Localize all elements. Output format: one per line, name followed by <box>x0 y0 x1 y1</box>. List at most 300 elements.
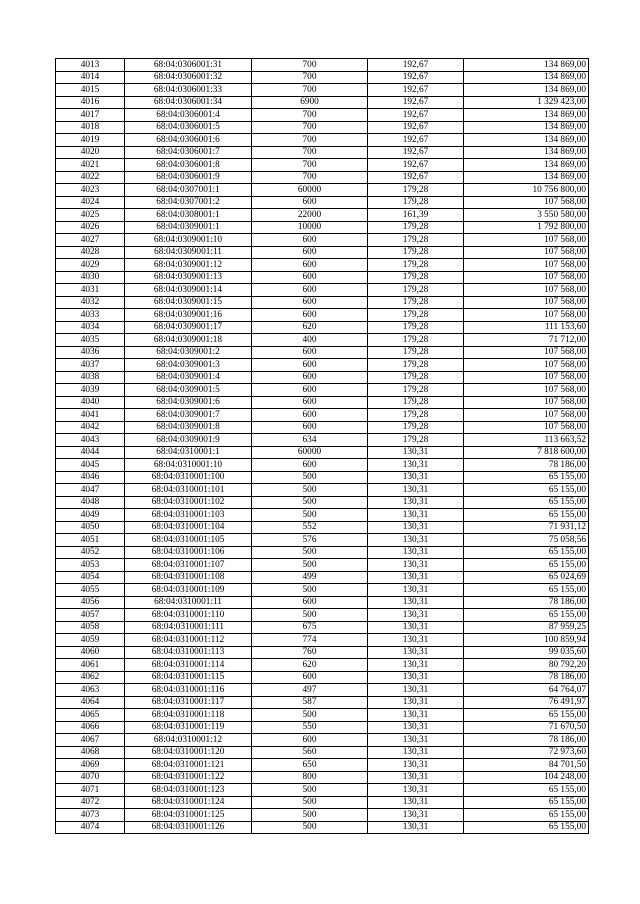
table-row <box>56 521 589 534</box>
row-number-cell: 4068 <box>56 746 125 759</box>
row-number-cell: 4069 <box>56 759 125 772</box>
row-number-cell: 4048 <box>56 496 125 509</box>
table-row <box>56 559 589 572</box>
cadastral-number-cell: 68:04:0310001:114 <box>125 659 252 672</box>
cadastral-value-cell: 107 568,00 <box>464 384 589 397</box>
area-value-cell: 600 <box>252 384 368 397</box>
table-row <box>56 609 589 622</box>
rate-value-cell: 130,31 <box>368 771 464 784</box>
rate-value-cell: 130,31 <box>368 559 464 572</box>
row-number-cell: 4028 <box>56 246 125 259</box>
row-number-cell: 4025 <box>56 209 125 222</box>
rate-value-cell: 192,67 <box>368 134 464 147</box>
rate-value-cell: 130,31 <box>368 484 464 497</box>
cadastral-value-cell: 71 670,50 <box>464 721 589 734</box>
area-value-cell: 497 <box>252 684 368 697</box>
rate-value-cell: 130,31 <box>368 684 464 697</box>
rate-value-cell: 179,28 <box>368 234 464 247</box>
cadastral-value-cell: 78 186,00 <box>464 459 589 472</box>
row-number-cell: 4054 <box>56 571 125 584</box>
area-value-cell: 600 <box>252 234 368 247</box>
cadastral-number-cell: 68:04:0306001:34 <box>125 96 252 109</box>
table-row <box>56 421 589 434</box>
row-number-cell: 4027 <box>56 234 125 247</box>
area-value-cell: 600 <box>252 259 368 272</box>
cadastral-number-cell: 68:04:0310001:121 <box>125 759 252 772</box>
row-number-cell: 4059 <box>56 634 125 647</box>
rate-value-cell: 130,31 <box>368 584 464 597</box>
rate-value-cell: 130,31 <box>368 496 464 509</box>
row-number-cell: 4046 <box>56 471 125 484</box>
cadastral-number-cell: 68:04:0310001:104 <box>125 521 252 534</box>
cadastral-value-cell: 134 869,00 <box>464 171 589 184</box>
cadastral-number-cell: 68:04:0308001:1 <box>125 209 252 222</box>
cadastral-number-cell: 68:04:0309001:18 <box>125 334 252 347</box>
rate-value-cell: 179,28 <box>368 296 464 309</box>
table-row <box>56 509 589 522</box>
cadastral-number-cell: 68:04:0306001:6 <box>125 134 252 147</box>
cadastral-number-cell: 68:04:0307001:1 <box>125 184 252 197</box>
area-value-cell: 620 <box>252 321 368 334</box>
table-body <box>56 59 589 834</box>
table-row <box>56 59 589 72</box>
row-number-cell: 4040 <box>56 396 125 409</box>
cadastral-value-cell: 104 248,00 <box>464 771 589 784</box>
table-row <box>56 646 589 659</box>
area-value-cell: 620 <box>252 659 368 672</box>
row-number-cell: 4062 <box>56 671 125 684</box>
cadastral-number-cell: 68:04:0309001:4 <box>125 371 252 384</box>
cadastral-number-cell: 68:04:0310001:123 <box>125 784 252 797</box>
table-row <box>56 209 589 222</box>
rate-value-cell: 130,31 <box>368 671 464 684</box>
cadastral-value-cell: 78 186,00 <box>464 734 589 747</box>
cadastral-value-cell: 78 186,00 <box>464 596 589 609</box>
cadastral-number-cell: 68:04:0309001:16 <box>125 309 252 322</box>
cadastral-value-cell: 107 568,00 <box>464 371 589 384</box>
row-number-cell: 4047 <box>56 484 125 497</box>
table-row <box>56 709 589 722</box>
area-value-cell: 634 <box>252 434 368 447</box>
area-value-cell: 700 <box>252 171 368 184</box>
rate-value-cell: 179,28 <box>368 434 464 447</box>
table-row <box>56 746 589 759</box>
row-number-cell: 4065 <box>56 709 125 722</box>
table-row <box>56 471 589 484</box>
cadastral-value-cell: 65 155,00 <box>464 709 589 722</box>
table-row <box>56 696 589 709</box>
cadastral-value-cell: 113 663,52 <box>464 434 589 447</box>
cadastral-value-cell: 64 764,07 <box>464 684 589 697</box>
row-number-cell: 4034 <box>56 321 125 334</box>
rate-value-cell: 130,31 <box>368 634 464 647</box>
area-value-cell: 500 <box>252 821 368 834</box>
rate-value-cell: 130,31 <box>368 546 464 559</box>
table-row <box>56 484 589 497</box>
cadastral-number-cell: 68:04:0309001:3 <box>125 359 252 372</box>
row-number-cell: 4014 <box>56 71 125 84</box>
area-value-cell: 500 <box>252 559 368 572</box>
rate-value-cell: 192,67 <box>368 71 464 84</box>
area-value-cell: 600 <box>252 596 368 609</box>
cadastral-number-cell: 68:04:0310001:102 <box>125 496 252 509</box>
cadastral-value-cell: 134 869,00 <box>464 84 589 97</box>
row-number-cell: 4037 <box>56 359 125 372</box>
cadastral-value-cell: 65 024,69 <box>464 571 589 584</box>
area-value-cell: 500 <box>252 484 368 497</box>
cadastral-number-cell: 68:04:0310001:100 <box>125 471 252 484</box>
cadastral-number-cell: 68:04:0309001:7 <box>125 409 252 422</box>
table-row <box>56 271 589 284</box>
row-number-cell: 4051 <box>56 534 125 547</box>
area-value-cell: 675 <box>252 621 368 634</box>
area-value-cell: 576 <box>252 534 368 547</box>
area-value-cell: 560 <box>252 746 368 759</box>
cadastral-number-cell: 68:04:0310001:111 <box>125 621 252 634</box>
area-value-cell: 700 <box>252 84 368 97</box>
area-value-cell: 500 <box>252 609 368 622</box>
rate-value-cell: 130,31 <box>368 709 464 722</box>
row-number-cell: 4038 <box>56 371 125 384</box>
area-value-cell: 500 <box>252 809 368 822</box>
cadastral-value-cell: 134 869,00 <box>464 59 589 72</box>
area-value-cell: 400 <box>252 334 368 347</box>
cadastral-value-cell: 107 568,00 <box>464 396 589 409</box>
rate-value-cell: 130,31 <box>368 471 464 484</box>
rate-value-cell: 130,31 <box>368 459 464 472</box>
cadastral-number-cell: 68:04:0310001:109 <box>125 584 252 597</box>
rate-value-cell: 192,67 <box>368 159 464 172</box>
cadastral-number-cell: 68:04:0310001:113 <box>125 646 252 659</box>
area-value-cell: 700 <box>252 71 368 84</box>
cadastral-number-cell: 68:04:0306001:31 <box>125 59 252 72</box>
table-row <box>56 784 589 797</box>
rate-value-cell: 130,31 <box>368 596 464 609</box>
table-row <box>56 546 589 559</box>
cadastral-value-cell: 107 568,00 <box>464 409 589 422</box>
area-value-cell: 587 <box>252 696 368 709</box>
row-number-cell: 4023 <box>56 184 125 197</box>
table-row <box>56 684 589 697</box>
rate-value-cell: 130,31 <box>368 746 464 759</box>
area-value-cell: 600 <box>252 459 368 472</box>
table-row <box>56 434 589 447</box>
table-row <box>56 184 589 197</box>
area-value-cell: 700 <box>252 109 368 122</box>
rate-value-cell: 130,31 <box>368 696 464 709</box>
cadastral-number-cell: 68:04:0310001:120 <box>125 746 252 759</box>
row-number-cell: 4063 <box>56 684 125 697</box>
cadastral-value-cell: 107 568,00 <box>464 246 589 259</box>
area-value-cell: 774 <box>252 634 368 647</box>
table-row <box>56 359 589 372</box>
area-value-cell: 600 <box>252 246 368 259</box>
table-row <box>56 571 589 584</box>
area-value-cell: 500 <box>252 709 368 722</box>
cadastral-value-cell: 134 869,00 <box>464 121 589 134</box>
cadastral-number-cell: 68:04:0310001:115 <box>125 671 252 684</box>
row-number-cell: 4026 <box>56 221 125 234</box>
cadastral-value-cell: 107 568,00 <box>464 359 589 372</box>
row-number-cell: 4056 <box>56 596 125 609</box>
cadastral-value-cell: 107 568,00 <box>464 284 589 297</box>
cadastral-number-cell: 68:04:0310001:122 <box>125 771 252 784</box>
rate-value-cell: 179,28 <box>368 221 464 234</box>
rate-value-cell: 179,28 <box>368 259 464 272</box>
area-value-cell: 500 <box>252 546 368 559</box>
row-number-cell: 4018 <box>56 121 125 134</box>
table-row <box>56 121 589 134</box>
cadastral-value-cell: 65 155,00 <box>464 484 589 497</box>
table-row <box>56 371 589 384</box>
table-row <box>56 134 589 147</box>
table-row <box>56 159 589 172</box>
cadastral-value-cell: 65 155,00 <box>464 784 589 797</box>
cadastral-number-cell: 68:04:0310001:101 <box>125 484 252 497</box>
rate-value-cell: 161,39 <box>368 209 464 222</box>
row-number-cell: 4015 <box>56 84 125 97</box>
area-value-cell: 22000 <box>252 209 368 222</box>
cadastral-value-cell: 107 568,00 <box>464 346 589 359</box>
rate-value-cell: 130,31 <box>368 796 464 809</box>
table-row <box>56 621 589 634</box>
cadastral-value-cell: 84 701,50 <box>464 759 589 772</box>
row-number-cell: 4066 <box>56 721 125 734</box>
rate-value-cell: 179,28 <box>368 321 464 334</box>
cadastral-value-cell: 134 869,00 <box>464 146 589 159</box>
cadastral-value-cell: 1 792 800,00 <box>464 221 589 234</box>
cadastral-value-cell: 134 869,00 <box>464 134 589 147</box>
rate-value-cell: 179,28 <box>368 184 464 197</box>
cadastral-value-cell: 65 155,00 <box>464 471 589 484</box>
row-number-cell: 4043 <box>56 434 125 447</box>
table-row <box>56 309 589 322</box>
rate-value-cell: 130,31 <box>368 509 464 522</box>
cadastral-value-cell: 100 859,94 <box>464 634 589 647</box>
table-row <box>56 284 589 297</box>
row-number-cell: 4060 <box>56 646 125 659</box>
area-value-cell: 760 <box>252 646 368 659</box>
cadastral-value-cell: 107 568,00 <box>464 271 589 284</box>
cadastral-value-cell: 75 058,56 <box>464 534 589 547</box>
cadastral-value-cell: 10 756 800,00 <box>464 184 589 197</box>
cadastral-number-cell: 68:04:0309001:5 <box>125 384 252 397</box>
rate-value-cell: 130,31 <box>368 646 464 659</box>
area-value-cell: 60000 <box>252 184 368 197</box>
cadastral-value-cell: 107 568,00 <box>464 296 589 309</box>
cadastral-number-cell: 68:04:0310001:103 <box>125 509 252 522</box>
cadastral-value-cell: 87 959,25 <box>464 621 589 634</box>
cadastral-value-cell: 71 931,12 <box>464 521 589 534</box>
row-number-cell: 4053 <box>56 559 125 572</box>
table-row <box>56 721 589 734</box>
table-row <box>56 296 589 309</box>
row-number-cell: 4071 <box>56 784 125 797</box>
rate-value-cell: 192,67 <box>368 171 464 184</box>
row-number-cell: 4032 <box>56 296 125 309</box>
area-value-cell: 552 <box>252 521 368 534</box>
row-number-cell: 4044 <box>56 446 125 459</box>
area-value-cell: 600 <box>252 271 368 284</box>
row-number-cell: 4019 <box>56 134 125 147</box>
table-row <box>56 771 589 784</box>
cadastral-value-cell: 7 818 600,00 <box>464 446 589 459</box>
area-value-cell: 600 <box>252 346 368 359</box>
row-number-cell: 4052 <box>56 546 125 559</box>
cadastral-number-cell: 68:04:0310001:10 <box>125 459 252 472</box>
cadastral-value-table <box>55 58 589 834</box>
cadastral-number-cell: 68:04:0309001:8 <box>125 421 252 434</box>
row-number-cell: 4021 <box>56 159 125 172</box>
table-row <box>56 796 589 809</box>
cadastral-number-cell: 68:04:0310001:112 <box>125 634 252 647</box>
row-number-cell: 4036 <box>56 346 125 359</box>
area-value-cell: 700 <box>252 134 368 147</box>
row-number-cell: 4061 <box>56 659 125 672</box>
cadastral-number-cell: 68:04:0310001:11 <box>125 596 252 609</box>
cadastral-number-cell: 68:04:0306001:9 <box>125 171 252 184</box>
cadastral-number-cell: 68:04:0310001:107 <box>125 559 252 572</box>
cadastral-number-cell: 68:04:0306001:7 <box>125 146 252 159</box>
rate-value-cell: 130,31 <box>368 521 464 534</box>
area-value-cell: 500 <box>252 509 368 522</box>
cadastral-value-cell: 107 568,00 <box>464 234 589 247</box>
rate-value-cell: 179,28 <box>368 359 464 372</box>
row-number-cell: 4045 <box>56 459 125 472</box>
table-row <box>56 409 589 422</box>
rate-value-cell: 130,31 <box>368 809 464 822</box>
cadastral-number-cell: 68:04:0309001:13 <box>125 271 252 284</box>
row-number-cell: 4074 <box>56 821 125 834</box>
rate-value-cell: 192,67 <box>368 84 464 97</box>
table-row <box>56 96 589 109</box>
cadastral-number-cell: 68:04:0310001:126 <box>125 821 252 834</box>
cadastral-number-cell: 68:04:0310001:1 <box>125 446 252 459</box>
area-value-cell: 600 <box>252 409 368 422</box>
rate-value-cell: 179,28 <box>368 384 464 397</box>
rate-value-cell: 179,28 <box>368 346 464 359</box>
area-value-cell: 600 <box>252 359 368 372</box>
table-row <box>56 259 589 272</box>
cadastral-number-cell: 68:04:0309001:15 <box>125 296 252 309</box>
rate-value-cell: 130,31 <box>368 534 464 547</box>
area-value-cell: 500 <box>252 471 368 484</box>
table-row <box>56 234 589 247</box>
rate-value-cell: 179,28 <box>368 421 464 434</box>
table-row <box>56 221 589 234</box>
cadastral-value-cell: 1 329 423,00 <box>464 96 589 109</box>
row-number-cell: 4042 <box>56 421 125 434</box>
cadastral-number-cell: 68:04:0306001:32 <box>125 71 252 84</box>
row-number-cell: 4013 <box>56 59 125 72</box>
rate-value-cell: 179,28 <box>368 284 464 297</box>
cadastral-value-cell: 65 155,00 <box>464 546 589 559</box>
cadastral-value-cell: 107 568,00 <box>464 196 589 209</box>
row-number-cell: 4016 <box>56 96 125 109</box>
cadastral-number-cell: 68:04:0310001:118 <box>125 709 252 722</box>
table-row <box>56 496 589 509</box>
cadastral-number-cell: 68:04:0310001:124 <box>125 796 252 809</box>
rate-value-cell: 179,28 <box>368 271 464 284</box>
cadastral-value-cell: 80 792,20 <box>464 659 589 672</box>
area-value-cell: 800 <box>252 771 368 784</box>
rate-value-cell: 130,31 <box>368 659 464 672</box>
table-row <box>56 84 589 97</box>
cadastral-value-cell: 65 155,00 <box>464 609 589 622</box>
cadastral-value-cell: 78 186,00 <box>464 671 589 684</box>
rate-value-cell: 130,31 <box>368 721 464 734</box>
area-value-cell: 600 <box>252 396 368 409</box>
table-row <box>56 759 589 772</box>
row-number-cell: 4033 <box>56 309 125 322</box>
cadastral-value-cell: 65 155,00 <box>464 496 589 509</box>
row-number-cell: 4064 <box>56 696 125 709</box>
cadastral-value-cell: 107 568,00 <box>464 421 589 434</box>
rate-value-cell: 179,28 <box>368 409 464 422</box>
row-number-cell: 4029 <box>56 259 125 272</box>
table-row <box>56 109 589 122</box>
table-row <box>56 659 589 672</box>
cadastral-value-cell: 99 035,60 <box>464 646 589 659</box>
row-number-cell: 4024 <box>56 196 125 209</box>
table-row <box>56 671 589 684</box>
cadastral-number-cell: 68:04:0309001:1 <box>125 221 252 234</box>
cadastral-number-cell: 68:04:0309001:12 <box>125 259 252 272</box>
row-number-cell: 4072 <box>56 796 125 809</box>
table-row <box>56 246 589 259</box>
row-number-cell: 4031 <box>56 284 125 297</box>
table-row <box>56 634 589 647</box>
area-value-cell: 600 <box>252 309 368 322</box>
rate-value-cell: 130,31 <box>368 821 464 834</box>
cadastral-number-cell: 68:04:0310001:125 <box>125 809 252 822</box>
rate-value-cell: 179,28 <box>368 309 464 322</box>
table-row <box>56 584 589 597</box>
rate-value-cell: 130,31 <box>368 446 464 459</box>
area-value-cell: 600 <box>252 371 368 384</box>
row-number-cell: 4039 <box>56 384 125 397</box>
cadastral-number-cell: 68:04:0310001:108 <box>125 571 252 584</box>
table-row <box>56 809 589 822</box>
cadastral-number-cell: 68:04:0309001:6 <box>125 396 252 409</box>
cadastral-value-cell: 65 155,00 <box>464 509 589 522</box>
cadastral-value-cell: 65 155,00 <box>464 584 589 597</box>
rate-value-cell: 130,31 <box>368 609 464 622</box>
table-row <box>56 334 589 347</box>
area-value-cell: 60000 <box>252 446 368 459</box>
rate-value-cell: 192,67 <box>368 121 464 134</box>
area-value-cell: 600 <box>252 671 368 684</box>
cadastral-value-cell: 65 155,00 <box>464 809 589 822</box>
cadastral-number-cell: 68:04:0309001:11 <box>125 246 252 259</box>
row-number-cell: 4049 <box>56 509 125 522</box>
rate-value-cell: 130,31 <box>368 571 464 584</box>
cadastral-value-cell: 72 973,60 <box>464 746 589 759</box>
cadastral-number-cell: 68:04:0309001:2 <box>125 346 252 359</box>
table-row <box>56 534 589 547</box>
row-number-cell: 4058 <box>56 621 125 634</box>
table-row <box>56 146 589 159</box>
area-value-cell: 550 <box>252 721 368 734</box>
row-number-cell: 4022 <box>56 171 125 184</box>
rate-value-cell: 192,67 <box>368 96 464 109</box>
row-number-cell: 4020 <box>56 146 125 159</box>
rate-value-cell: 192,67 <box>368 146 464 159</box>
cadastral-number-cell: 68:04:0310001:116 <box>125 684 252 697</box>
cadastral-value-cell: 76 491,97 <box>464 696 589 709</box>
area-value-cell: 500 <box>252 796 368 809</box>
area-value-cell: 650 <box>252 759 368 772</box>
